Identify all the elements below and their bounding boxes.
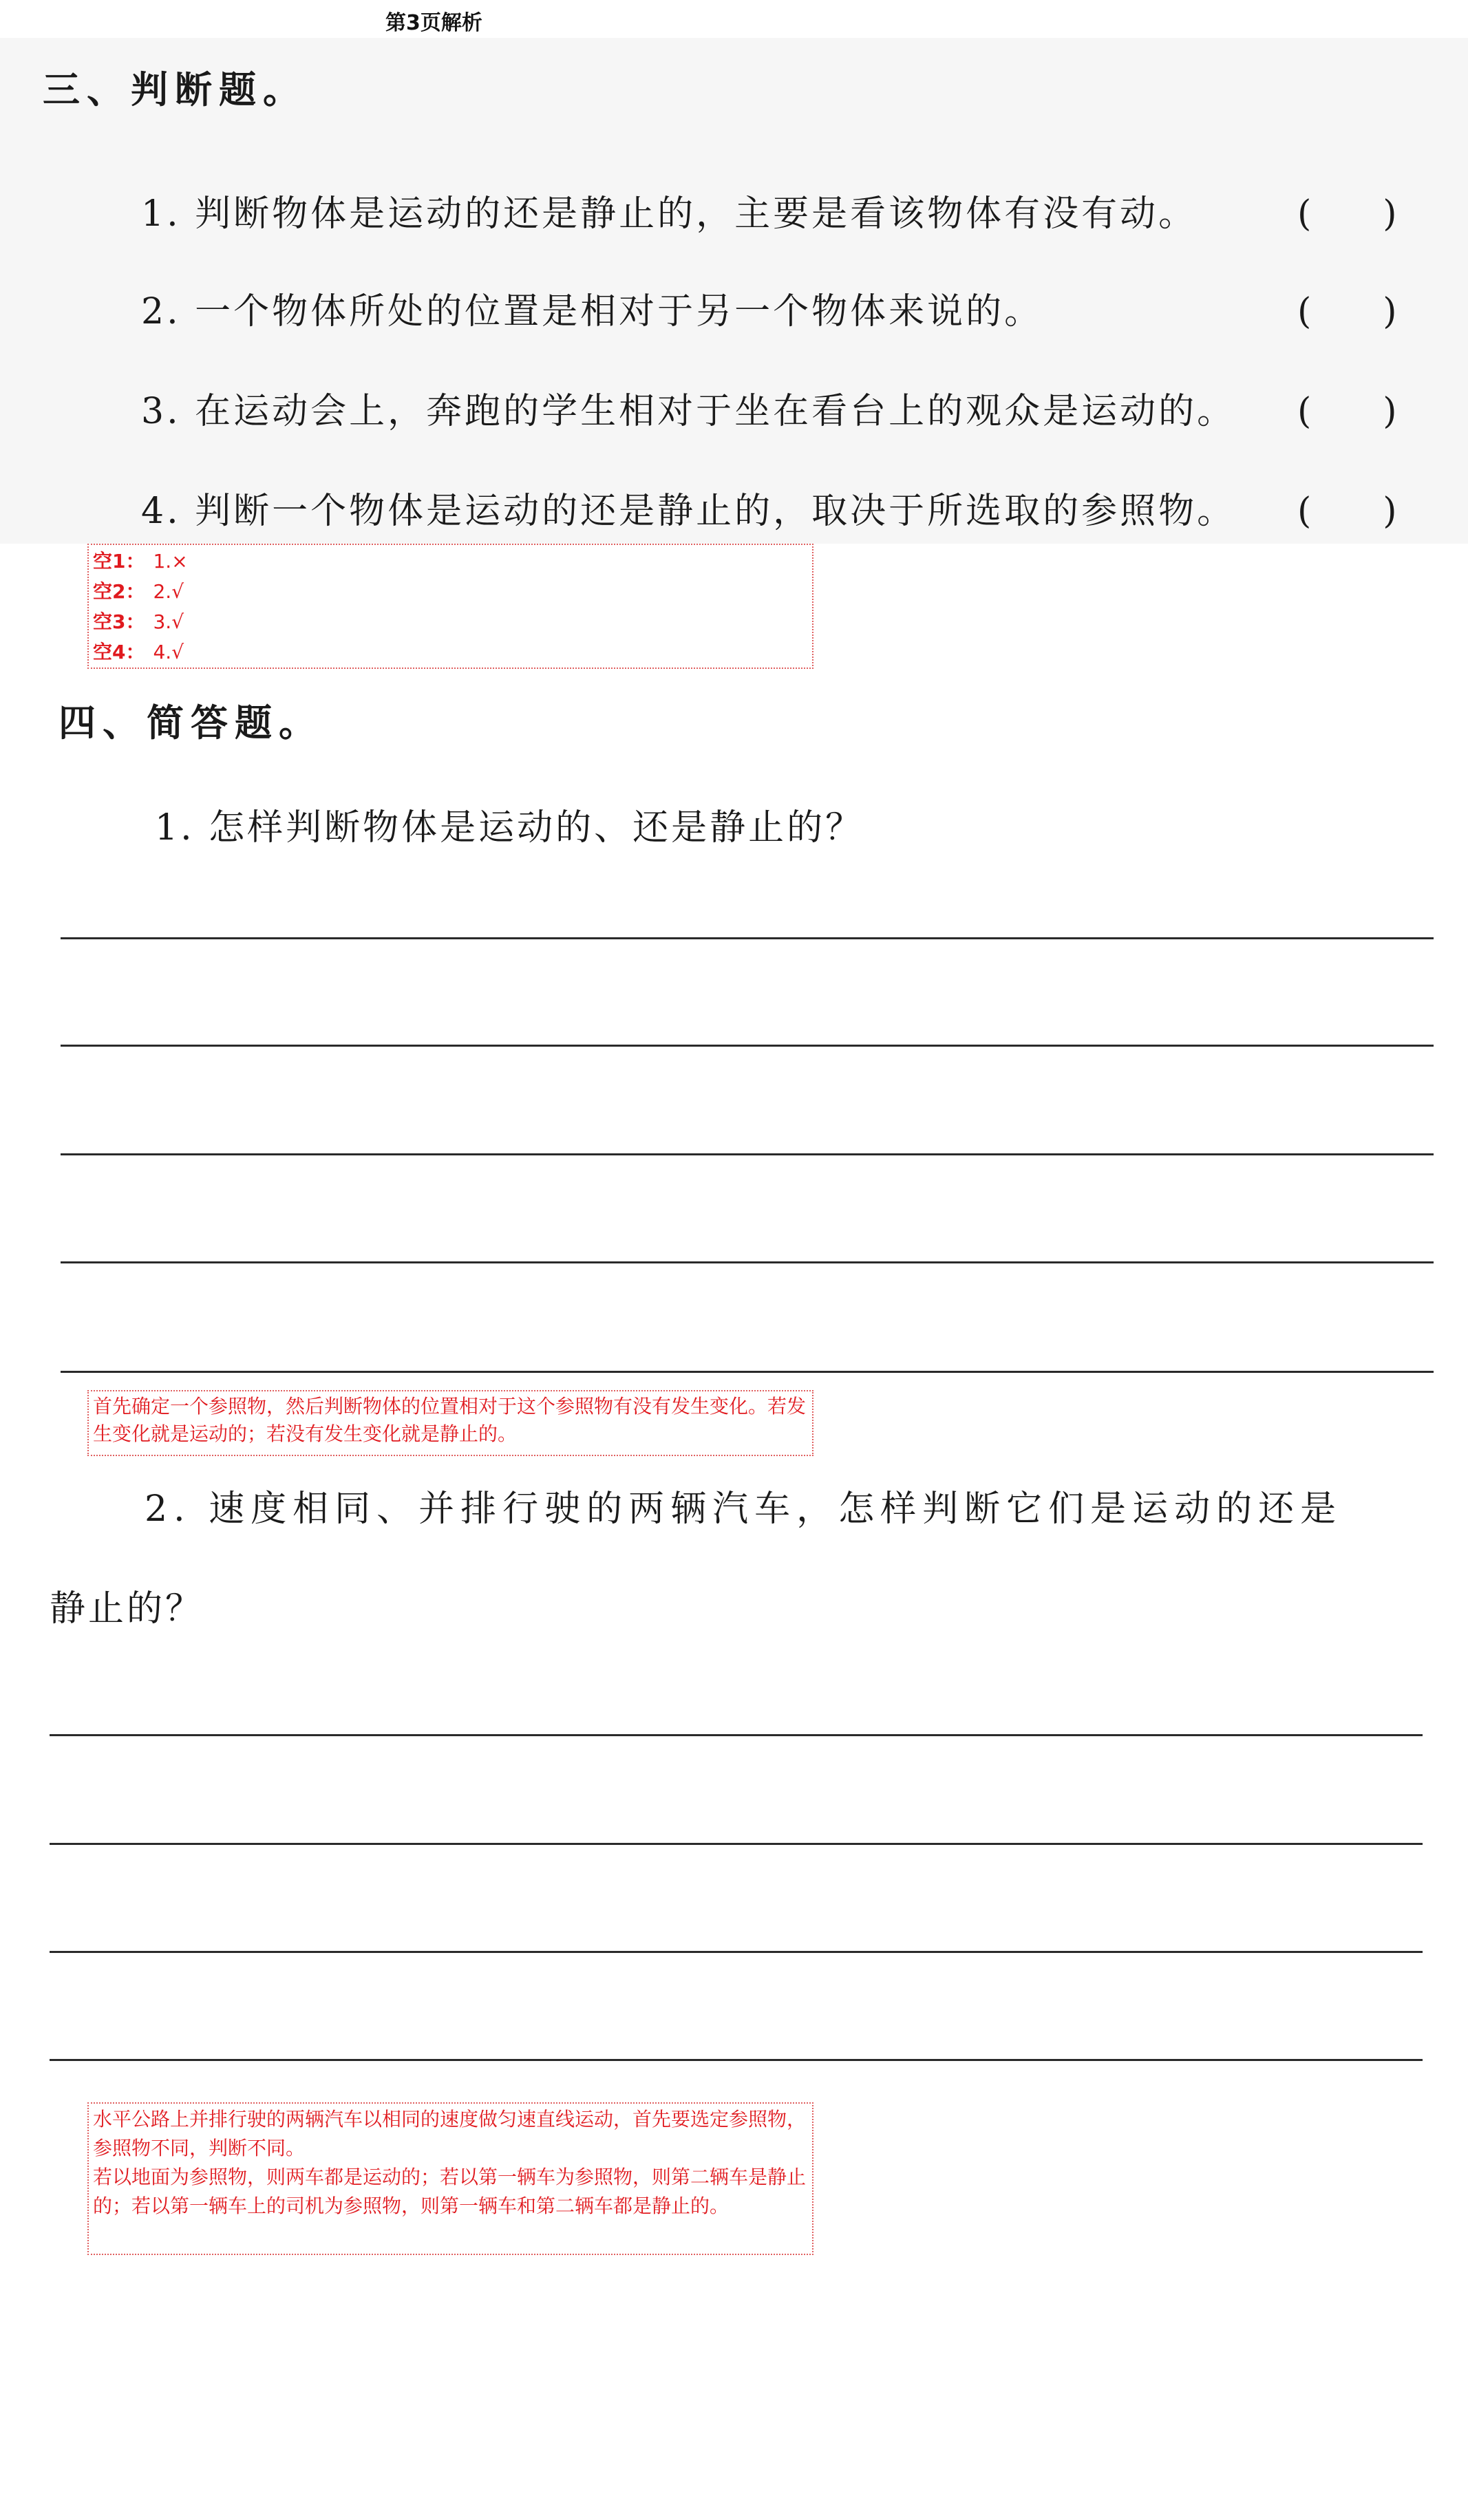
answer-value-3: 3.√	[153, 610, 184, 633]
answer-text-short-answer-2-p2: 若以地面为参照物，则两车都是运动的；若以第一辆车为参照物，则第二辆车是静止的；若以第一辆车上的司机为参照物，则第一辆车和第二辆车都是静止的。	[93, 2166, 807, 2217]
answer-key-2: 空2：	[93, 580, 145, 603]
answer-line	[61, 1261, 1434, 1263]
answer-text-short-answer-1: 首先确定一个参照物，然后判断物体的位置相对于这个参照物有没有发生变化。若发生变化就是运动的；若没有发生变化就是静止的。	[93, 1395, 807, 1445]
answer-row-1	[93, 546, 808, 577]
page-title: 第3页解析	[385, 11, 482, 35]
judgment-answer-paren-2: ( )	[1297, 291, 1397, 332]
answer-box-short-answer-2	[87, 2102, 813, 2255]
answer-line	[61, 1045, 1434, 1047]
answer-box-judgment	[87, 544, 813, 669]
judgment-question-2: 2. 一个物体所处的位置是相对于另一个物体来说的。	[141, 291, 1043, 332]
short-answer-question-2-line1: 2. 速度相同、并排行驶的两辆汽车，怎样判断它们是运动的还是	[145, 1488, 1343, 1530]
judgment-question-3: 3. 在运动会上，奔跑的学生相对于坐在看台上的观众是运动的。	[141, 391, 1236, 432]
judgment-answer-paren-4: ( )	[1297, 491, 1397, 532]
answer-row-2	[93, 577, 808, 607]
answer-value-2: 2.√	[153, 580, 184, 603]
short-answer-question-1: 1. 怎样判断物体是运动的、还是静止的？	[155, 807, 864, 848]
answer-key-1: 空1：	[93, 550, 145, 573]
answer-key-4: 空4：	[93, 641, 145, 663]
short-answer-question-2-line2: 静止的？	[50, 1588, 204, 1630]
answer-row-4	[93, 637, 808, 668]
answer-value-4: 4.√	[153, 641, 184, 663]
section-title-judgment: 三、判断题。	[43, 68, 307, 111]
answer-line	[61, 1153, 1434, 1155]
answer-value-1: 1.×	[153, 550, 188, 573]
section-title-short-answer: 四、简答题。	[58, 701, 323, 745]
answer-line	[61, 937, 1434, 939]
answer-line	[50, 1951, 1423, 1953]
answer-line	[61, 1371, 1434, 1373]
answer-line	[50, 1843, 1423, 1845]
answer-key-3: 空3：	[93, 610, 145, 633]
answer-text-short-answer-2-p1: 水平公路上并排行驶的两辆汽车以相同的速度做匀速直线运动，首先要选定参照物，参照物不同，判断不同。	[93, 2108, 807, 2159]
answer-line	[50, 2059, 1423, 2061]
answer-line	[50, 1734, 1423, 1736]
judgment-question-4: 4. 判断一个物体是运动的还是静止的，取决于所选取的参照物。	[141, 491, 1236, 532]
answer-row-3	[93, 607, 808, 637]
judgment-question-1: 1. 判断物体是运动的还是静止的，主要是看该物体有没有动。	[141, 193, 1198, 235]
judgment-answer-paren-3: ( )	[1297, 391, 1397, 432]
answer-box-short-answer-1	[87, 1390, 813, 1456]
judgment-answer-paren-1: ( )	[1297, 193, 1397, 235]
